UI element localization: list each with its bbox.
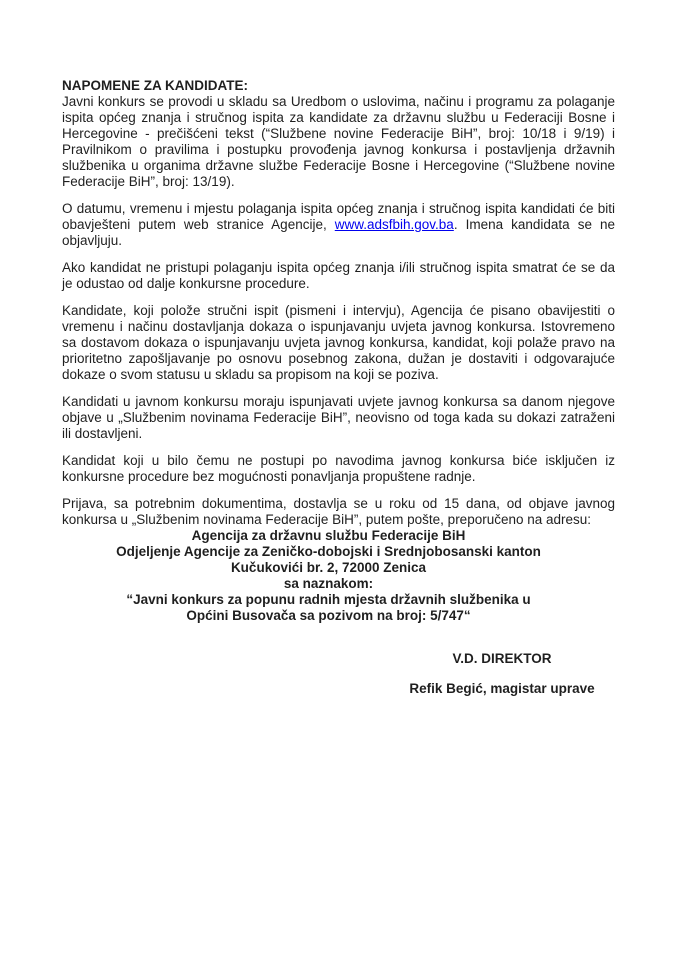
address-line-agency: Agencija za državnu službu Federacije BiH <box>191 528 466 543</box>
para-no-show-consequence: Ako kandidat ne pristupi polaganju ispita općeg znanja i/ili stručnog ispita smatrat će se da je odustao od dalje konkursne procedure. <box>62 260 615 291</box>
para-application-deadline: Prijava, sa potrebnim dokumentima, dostavlja se u roku od 15 dana, od objave javnog konkursa u „Službenim novinama Federacije BiH”, putem pošte, preporučeno na adresu: <box>62 496 615 527</box>
address-line-designation-text-2: Općini Busovača sa pozivom na broj: 5/747“ <box>186 608 471 623</box>
para-eligibility-date: Kandidati u javnom konkursu moraju ispunjavati uvjete javnog konkursa sa danom njegove objave u „Službenim novinama Federacije BiH”, neovisno od toga kada su dokazi zatraženi ili dostavljeni. <box>62 394 615 441</box>
para-exam-notification-text-before: O datumu, vremenu i mjestu polaganja ispita općeg znanja i stručnog ispita kandidati će biti obavješteni putem web stranice Agencije, <box>62 201 615 232</box>
signature-title: V.D. DIREKTOR <box>452 651 552 666</box>
para-exam-notification-text-after: . Imena kandidata se ne objavljuju. <box>62 217 615 248</box>
address-block <box>52 528 605 624</box>
para-legal-basis: Javni konkurs se provodi u skladu sa Uredbom o uslovima, načinu i programu za polaganje ispita općeg znanja i stručnog ispita za kandidate za državnu službu u Federaciji Bosne i Hercegovine - prečišćeni tekst (“Službene novine Federacije BiH”, broj: 10/18 i 9/19) i Pravilnikom o pravilima i postupku provođenja javnog konkursa i postavljenja državnih službenika u organima državne službe Federacije Bosne i Hercegovine (“Službene novine Federacije BiH”, broj: 13/19). <box>62 94 615 189</box>
address-line-designation-text-1: “Javni konkurs za popunu radnih mjesta državnih službenika u <box>126 592 531 607</box>
para-exam-notification <box>62 201 615 249</box>
notes-for-candidates-heading: NAPOMENE ZA KANDIDATE: <box>62 78 248 93</box>
signature-block <box>392 651 612 697</box>
para-exclusion-rule: Kandidat koji u bilo čemu ne postupi po navodima javnog konkursa biće isključen iz konkursne procedure bez mogućnosti ponavljanja propuštene radnje. <box>62 453 615 484</box>
address-line-street-city: Kučukovići br. 2, 72000 Zenica <box>230 560 427 575</box>
address-line-designation-label: sa naznakom: <box>283 576 374 591</box>
signature-name: Refik Begić, magistar uprave <box>409 681 595 696</box>
para-evidence-submission: Kandidate, koji polože stručni ispit (pismeni i intervju), Agencija će pisano obavijestiti o vremenu i načinu dostavljanja dokaza o ispunjavanju uvjeta javnog konkursa. Istovremeno sa dostavom dokaza o ispunjavanju uvjeta javnog konkursa, kandidat, koji polaže pravo na prioritetno zapošljavanje po osnovu posebnog zakona, dužan je dostaviti i odgovarajuće dokaze o svom statusu u skladu sa propisom na koji se poziva. <box>62 303 615 382</box>
address-line-department: Odjeljenje Agencije za Zeničko-dobojski i Srednjobosanski kanton <box>116 544 541 559</box>
agency-website-link[interactable]: www.adsfbih.gov.ba <box>334 217 454 232</box>
document-content <box>62 78 615 697</box>
